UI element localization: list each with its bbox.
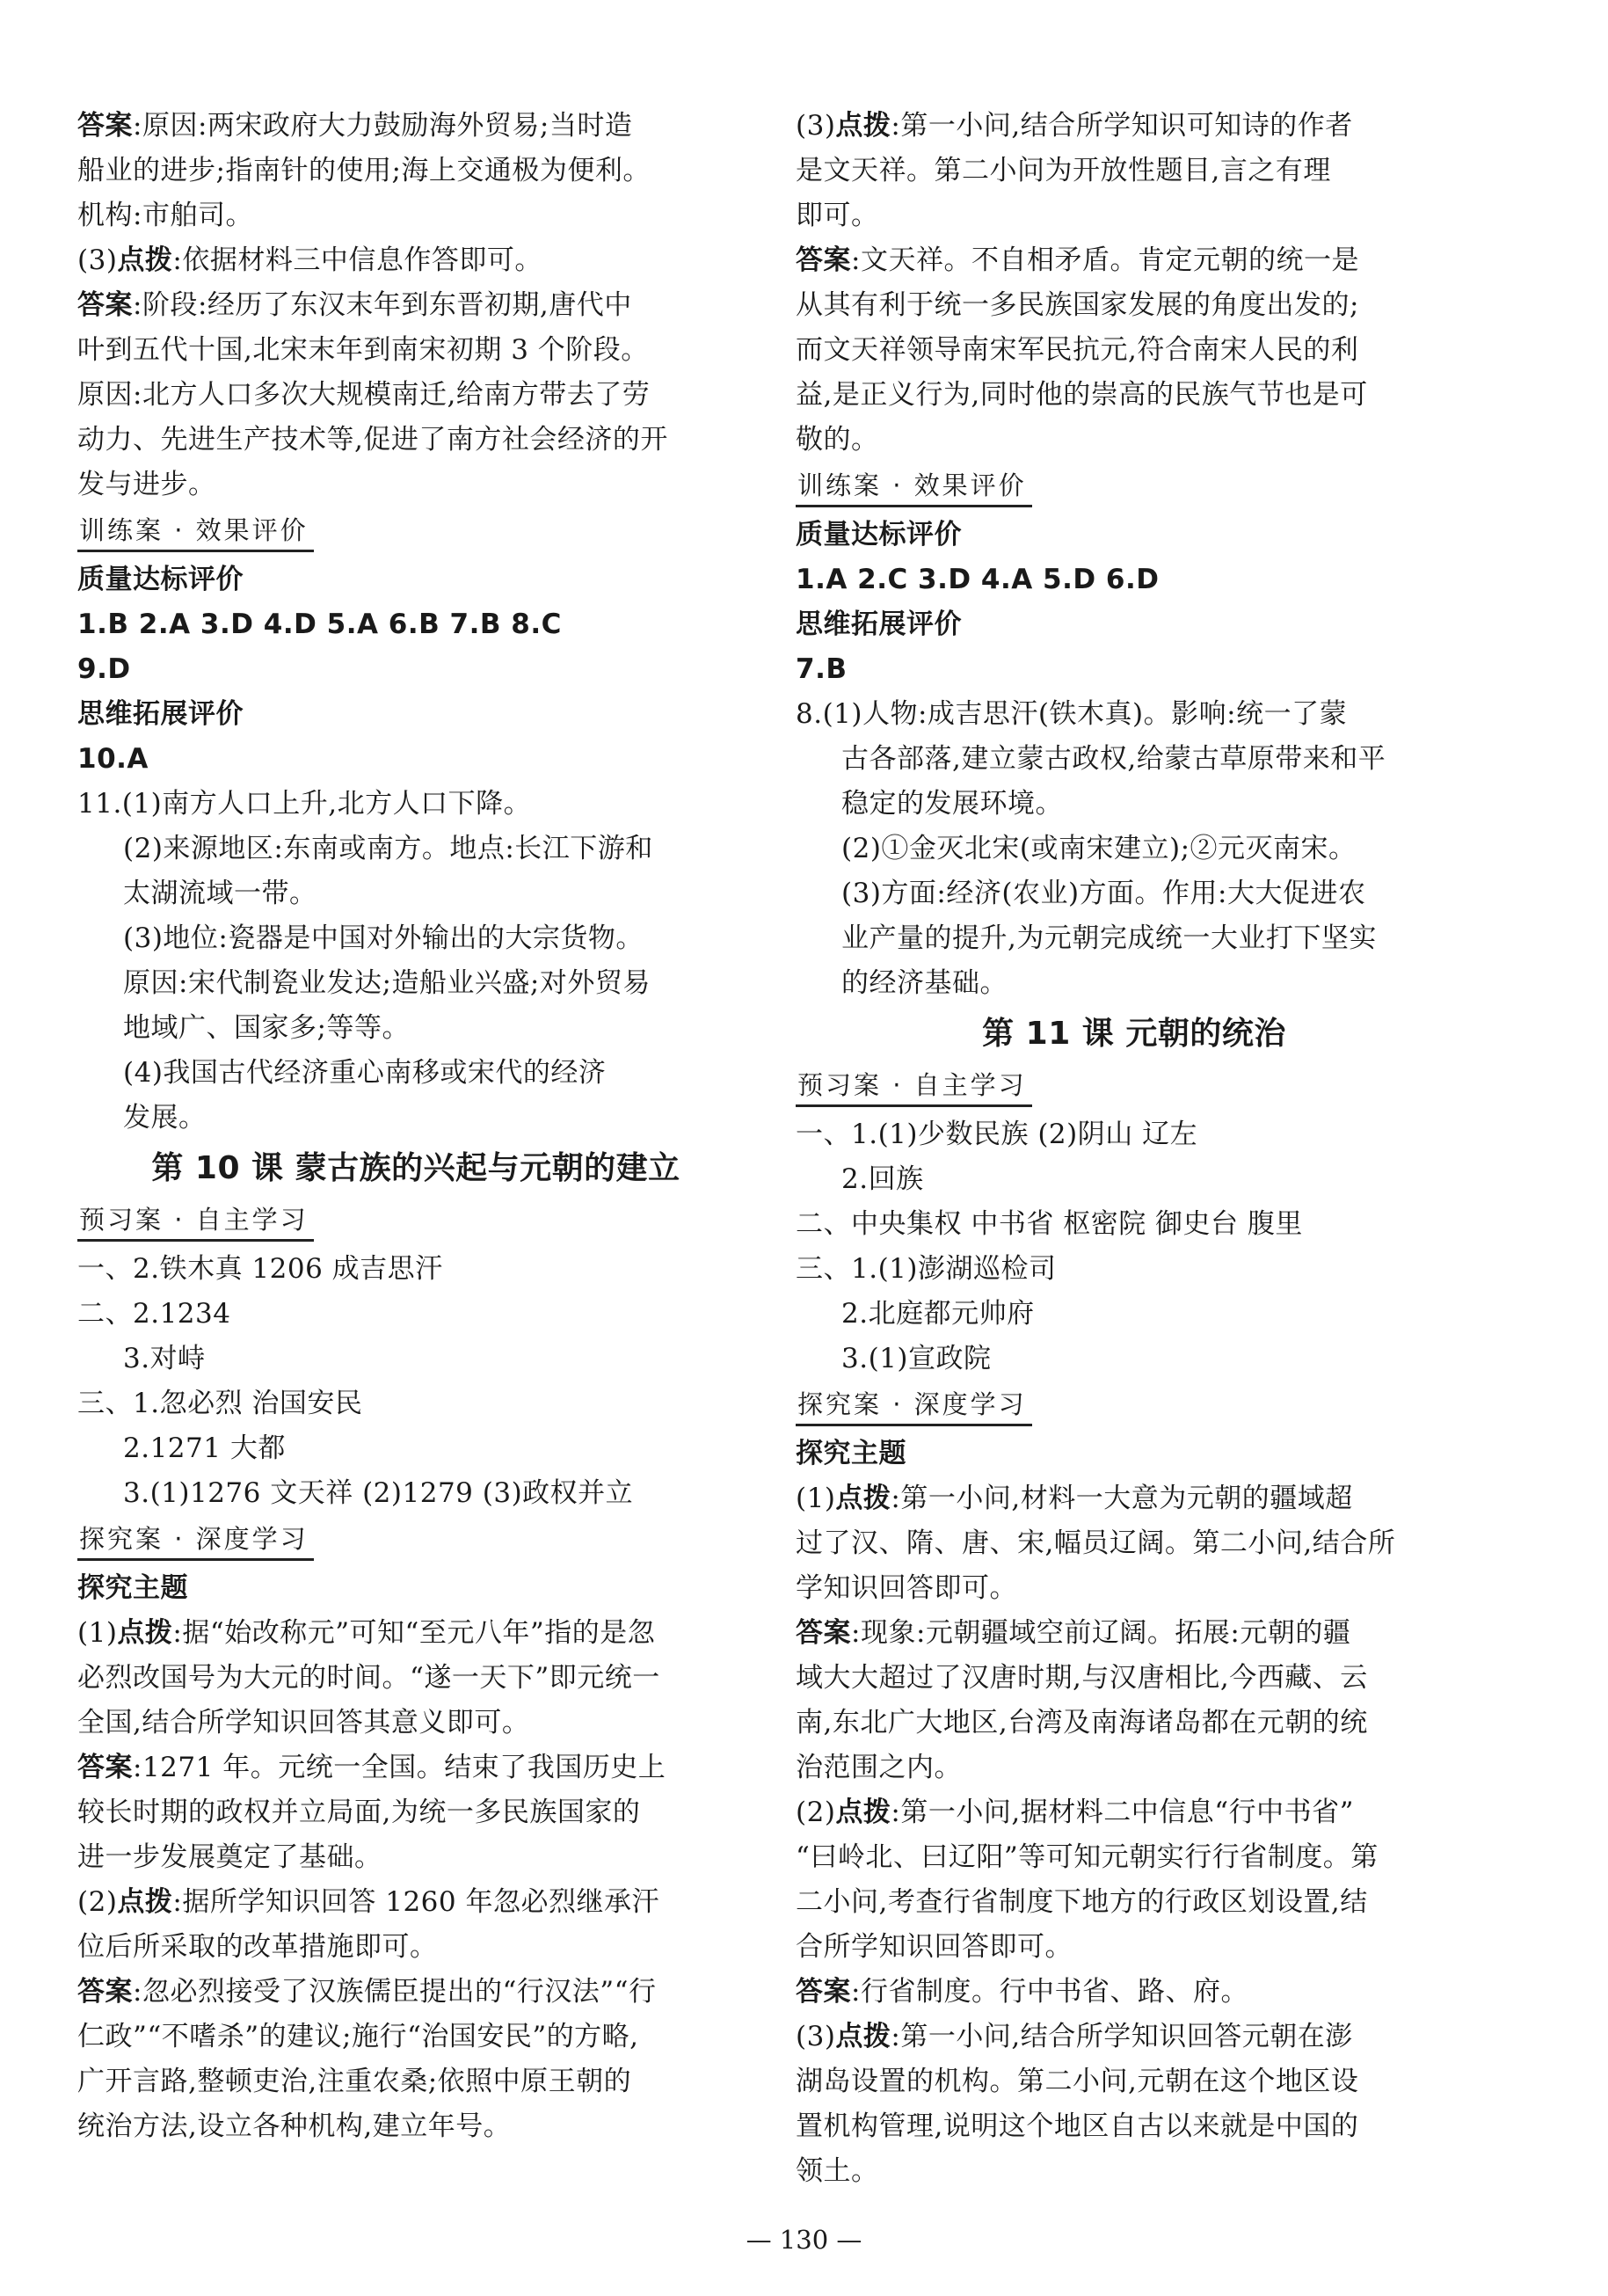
hint-line <box>796 104 1473 149</box>
text-line: (3)地位:瓷器是中国对外输出的大宗货物。 <box>123 922 644 954</box>
answer-line <box>77 1970 754 2015</box>
text-line: 统治方法,设立各种机构,建立年号。 <box>77 2110 512 2142</box>
text-line: 二、中央集权 中书省 枢密院 御史台 腹里 <box>796 1208 1303 1240</box>
text-line: 动力、先进生产技术等,促进了南方社会经济的开 <box>77 424 668 456</box>
text-line: (2)来源地区:东南或南方。地点:长江下游和 <box>123 833 653 864</box>
hint-text-line: 过了汉、隋、唐、宋,幅员辽阔。第二小问,结合所 <box>796 1527 1396 1559</box>
hint-label: 点拨 <box>117 1617 173 1649</box>
text-line: 二、2.1234 <box>77 1298 231 1330</box>
section-label: 探究案 · 深度学习 <box>796 1387 1032 1426</box>
hint-text-line: 全国,结合所学知识回答其意义即可。 <box>77 1707 530 1738</box>
answer-label: 答案 <box>796 1976 851 2008</box>
page-number: — 130 — <box>746 2225 862 2255</box>
text-line: 仁政”“不嗜杀”的建议;施行“治国安民”的方略, <box>77 2021 639 2052</box>
section-header <box>796 1062 1473 1112</box>
text-line: 8.(1)人物:成吉思汗(铁木真)。影响:统一了蒙 <box>796 698 1348 730</box>
hint-label: 点拨 <box>117 244 173 276</box>
text-line: 原因:宋代制瓷业发达;造船业兴盛;对外贸易 <box>123 967 651 999</box>
answer-label: 答案 <box>77 110 133 142</box>
text-line: 2.1271 大都 <box>123 1432 286 1464</box>
sub-heading: 思维拓展评价 <box>796 609 962 640</box>
section-label: 预习案 · 自主学习 <box>796 1068 1032 1107</box>
right-column <box>796 104 1473 2194</box>
sub-heading: 质量达标评价 <box>77 564 244 595</box>
text-line: 机构:市舶司。 <box>77 200 253 231</box>
answer-text: :行省制度。行中书省、路、府。 <box>851 1976 1248 2008</box>
section-header <box>796 1381 1473 1432</box>
text-line: 古各部落,建立蒙古政权,给蒙古草原带来和平 <box>841 743 1386 775</box>
text-line: (4)我国古代经济重心南移或宋代的经济 <box>123 1057 607 1089</box>
hint-line <box>796 2015 1473 2059</box>
text-line: 域大大超过了汉唐时期,与汉唐相比,今西藏、云 <box>796 1662 1368 1694</box>
text-line: (3)方面:经济(农业)方面。作用:大大促进农 <box>841 878 1366 909</box>
text-line: 业产量的提升,为元朝完成统一大业打下坚实 <box>841 922 1377 954</box>
section-header <box>796 463 1473 513</box>
text-line: 11.(1)南方人口上升,北方人口下降。 <box>77 788 532 820</box>
hint-number: (3) <box>796 2021 836 2052</box>
section-header <box>77 507 754 558</box>
answer-text: :现象:元朝疆域空前辽阔。拓展:元朝的疆 <box>851 1617 1351 1649</box>
text-line: 叶到五代十国,北宋末年到南宋初期 3 个阶段。 <box>77 334 649 366</box>
lesson-title: 第 11 课 元朝的统治 <box>982 1016 1286 1052</box>
text-line: 广开言路,整顿吏治,注重农桑;依照中原王朝的 <box>77 2066 632 2097</box>
sub-heading: 思维拓展评价 <box>77 698 244 730</box>
hint-text: :第一小问,结合所学知识可知诗的作者 <box>891 110 1353 142</box>
text-line: 一、1.(1)少数民族 (2)阴山 辽左 <box>796 1119 1198 1150</box>
text-line: 治范围之内。 <box>796 1752 962 1783</box>
text-line: 太湖流域一带。 <box>123 878 317 909</box>
hint-text-line: 二小问,考查行省制度下地方的行政区划设置,结 <box>796 1886 1368 1918</box>
text-line: 发展。 <box>123 1102 207 1133</box>
answer-key-line: 1.B 2.A 3.D 4.D 5.A 6.B 7.B 8.C <box>77 609 562 640</box>
answer-label: 答案 <box>77 1752 133 1783</box>
section-label: 探究案 · 深度学习 <box>77 1521 314 1561</box>
hint-text-line: 位后所采取的改革措施即可。 <box>77 1931 438 1963</box>
text-line: 益,是正义行为,同时他的崇高的民族气节也是可 <box>796 379 1368 411</box>
answer-label: 答案 <box>77 289 133 321</box>
hint-line <box>77 1880 754 1925</box>
answer-line <box>77 283 754 328</box>
text-line: 进一步发展奠定了基础。 <box>77 1841 382 1873</box>
answer-line <box>77 104 754 149</box>
sub-heading: 质量达标评价 <box>796 519 962 550</box>
text-line: 三、1.忽必烈 治国安民 <box>77 1388 363 1419</box>
answer-line <box>77 1746 754 1790</box>
sub-heading: 探究主题 <box>77 1572 188 1604</box>
answer-label: 答案 <box>796 1617 851 1649</box>
answer-text: :阶段:经历了东汉末年到东晋初期,唐代中 <box>133 289 632 321</box>
hint-text-line: 领土。 <box>796 2155 879 2187</box>
left-column <box>77 104 754 2149</box>
text-line: 原因:北方人口多次大规模南迁,给南方带去了劳 <box>77 379 651 411</box>
hint-label: 点拨 <box>117 1886 173 1918</box>
hint-line <box>77 238 754 283</box>
hint-text-line: 合所学知识回答即可。 <box>796 1931 1073 1963</box>
hint-line <box>796 1790 1473 1835</box>
hint-line <box>796 1476 1473 1521</box>
hint-text: :第一小问,结合所学知识回答元朝在澎 <box>891 2021 1353 2052</box>
text-line: 2.回族 <box>841 1163 924 1195</box>
hint-text: :据所学知识回答 1260 年忽必烈继承汗 <box>172 1886 659 1918</box>
text-line: 的经济基础。 <box>841 967 1008 999</box>
answer-key-line: 10.A <box>77 743 149 775</box>
answer-key-line: 1.A 2.C 3.D 4.A 5.D 6.D <box>796 564 1160 595</box>
text-line: 稳定的发展环境。 <box>841 788 1063 820</box>
answer-text: :忽必烈接受了汉族儒臣提出的“行汉法”“行 <box>133 1976 657 2008</box>
answer-text: :原因:两宋政府大力鼓励海外贸易;当时造 <box>133 110 633 142</box>
hint-text-line: 学知识回答即可。 <box>796 1572 1017 1604</box>
answer-line <box>796 1611 1473 1656</box>
hint-text: :第一小问,材料一大意为元朝的疆域超 <box>891 1483 1353 1514</box>
text-line: 3.(1)宣政院 <box>841 1343 992 1374</box>
text-line: 一、2.铁木真 1206 成吉思汗 <box>77 1253 443 1285</box>
answer-label: 答案 <box>77 1976 133 2008</box>
hint-text-line: 即可。 <box>796 200 879 231</box>
text-line: 地域广、国家多;等等。 <box>123 1012 410 1044</box>
sub-heading: 探究主题 <box>796 1438 906 1469</box>
answer-line <box>796 1970 1473 2015</box>
text-line: 发与进步。 <box>77 469 216 500</box>
answer-key-line: 9.D <box>77 653 131 685</box>
hint-number: (3) <box>796 110 836 142</box>
hint-line <box>77 1611 754 1656</box>
text-line: 3.(1)1276 文天祥 (2)1279 (3)政权并立 <box>123 1477 634 1509</box>
hint-label: 点拨 <box>835 1797 891 1828</box>
text-line: 而文天祥领导南宋军民抗元,符合南宋人民的利 <box>796 334 1359 366</box>
hint-number: (2) <box>77 1886 118 1918</box>
section-label: 预习案 · 自主学习 <box>77 1202 314 1242</box>
hint-label: 点拨 <box>835 2021 891 2052</box>
hint-number: (2) <box>796 1797 836 1828</box>
answer-text: :文天祥。不自相矛盾。肯定元朝的统一是 <box>851 244 1359 276</box>
hint-label: 点拨 <box>835 1483 891 1514</box>
text-line: 南,东北广大地区,台湾及南海诸岛都在元朝的统 <box>796 1707 1368 1738</box>
hint-number: (1) <box>796 1483 836 1514</box>
text-line: 较长时期的政权并立局面,为统一多民族国家的 <box>77 1797 641 1828</box>
hint-text: :第一小问,据材料二中信息“行中书省” <box>891 1797 1354 1828</box>
text-line: 3.对峙 <box>123 1343 206 1374</box>
hint-text: :依据材料三中信息作答即可。 <box>172 244 542 276</box>
text-line: 从其有利于统一多民族国家发展的角度出发的; <box>796 289 1359 321</box>
answer-text: :1271 年。元统一全国。结束了我国历史上 <box>133 1752 666 1783</box>
section-header <box>77 1197 754 1247</box>
text-line: (2)①金灭北宋(或南宋建立);②元灭南宋。 <box>841 833 1357 864</box>
hint-number: (1) <box>77 1617 118 1649</box>
section-label: 训练案 · 效果评价 <box>796 468 1032 507</box>
section-header <box>77 1516 754 1566</box>
text-line: 敬的。 <box>796 424 879 456</box>
answer-line <box>796 238 1473 283</box>
text-line: 三、1.(1)澎湖巡检司 <box>796 1253 1057 1285</box>
hint-number: (3) <box>77 244 118 276</box>
hint-text-line: 必烈改国号为大元的时间。“遂一天下”即元统一 <box>77 1662 660 1694</box>
hint-text-line: 是文天祥。第二小问为开放性题目,言之有理 <box>796 155 1331 186</box>
hint-text-line: 置机构管理,说明这个地区自古以来就是中国的 <box>796 2110 1359 2142</box>
hint-text-line: 湖岛设置的机构。第二小问,元朝在这个地区设 <box>796 2066 1359 2097</box>
hint-label: 点拨 <box>835 110 891 142</box>
hint-text-line: “曰岭北、曰辽阳”等可知元朝实行行省制度。第 <box>796 1841 1379 1873</box>
text-line: 2.北庭都元帅府 <box>841 1298 1035 1330</box>
text-line: 船业的进步;指南针的使用;海上交通极为便利。 <box>77 155 651 186</box>
hint-text: :据“始改称元”可知“至元八年”指的是忽 <box>172 1617 656 1649</box>
answer-key-line: 7.B <box>796 653 848 685</box>
section-label: 训练案 · 效果评价 <box>77 513 314 552</box>
lesson-title: 第 10 课 蒙古族的兴起与元朝的建立 <box>151 1150 680 1186</box>
answer-label: 答案 <box>796 244 851 276</box>
